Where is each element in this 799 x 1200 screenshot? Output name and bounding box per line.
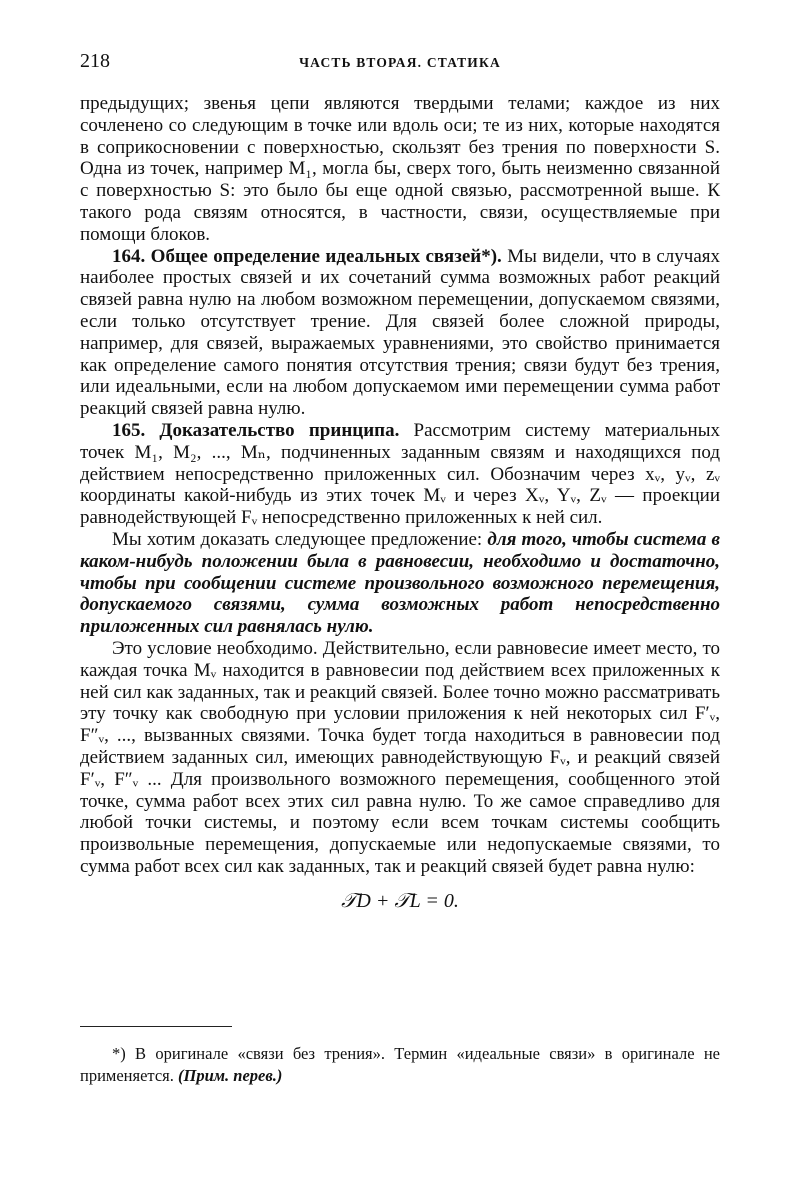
footnote-rule <box>80 1026 232 1027</box>
section-164-text: Мы видели, что в случаях наиболее простых связей и их сочетаний сумма возможных работ реакций связей равна нулю на любом возможном перемещении, допускаемом связями, если только отсутствует трение. Для связей более сложной природы, например, для связей, выражаемых уравнениями, это свойство принимается как определение самого понятия отсутствия трения; связи будут без трения, или идеальными, если на любом допускаемом ими перемещении сумма работ реакций связей равна нулю. <box>80 245 720 420</box>
equation: 𝒯D + 𝒯L = 0. <box>341 889 459 912</box>
proposition-statement: для того, чтобы система в каком-нибудь положении была в равновесии, необходимо и достаточно, чтобы при сообщении системе произвольного возможного перемещения, допускаемого связями, сумма возможных работ непосредственно приложенных сил равнялась нулю. <box>80 528 720 638</box>
footnote-text: *) В оригинале «связи без трения». Термин «идеальные связи» в оригинале не применяется. <box>80 1044 720 1085</box>
running-head: ЧАСТЬ ВТОРАЯ. СТАТИКА <box>299 55 501 70</box>
footnote <box>80 1043 720 1087</box>
page-body <box>80 93 720 913</box>
section-165 <box>80 420 720 529</box>
section-165-heading: 165. Доказательство принципа. <box>112 419 400 441</box>
paragraph-continued: предыдущих; звенья цепи являются твердыми телами; каждое из них сочленено со следующим в точке или вдоль оси; те из них, которые находятся в соприкосновении с поверхностью, скользят без трения по поверхности S. Одна из точек, например M₁, могла бы, сверх того, быть неизменно связанной с поверхностью S: это было бы еще одной связью, рассмотренной выше. К такого рода связям относятся, в частности, связи, осуществляемые при помощи блоков. <box>80 93 720 245</box>
section-165-text: Рассмотрим систему материальных точек M₁, M₂, ..., Mₙ, подчиненных заданным связям и находящихся под действием непосредственно приложенных сил. Обозначим через xᵥ, yᵥ, zᵥ координаты какой-нибудь из этих точек Mᵥ и через Xᵥ, Yᵥ, Zᵥ — проекции равнодействующей Fᵥ непосредственно приложенных к ней сил. <box>80 419 720 529</box>
necessity-paragraph: Это условие необходимо. Действительно, если равновесие имеет место, то каждая точка Mᵥ находится в равновесии под действием всех приложенных к ней сил как заданных, так и реакций связей. Более точно можно рассматривать эту точку как свободную при условии приложения к ней некоторых сил F′ᵥ, F″ᵥ, ..., вызванных связями. Точка будет тогда находиться в равновесии под действием заданных сил, имеющих равнодействующую Fᵥ, и реакций связей F′ᵥ, F″ᵥ ... Для произвольного возможного перемещения, сообщенного этой точке, сумма работ всех этих сил равна нулю. То же самое справедливо для любой точки системы, и поэтому если всем точкам системы сообщить произвольные перемещения, допускаемые или недопускаемые связями, то сумма работ всех сил как заданных, так и реакций связей будет равна нулю: <box>80 637 720 877</box>
proposition-paragraph <box>80 529 720 638</box>
page-header <box>80 50 720 76</box>
footnote-translator-note: (Прим. перев.) <box>178 1066 283 1085</box>
proposition-intro: Мы хотим доказать следующее предложение: <box>112 528 488 550</box>
section-164 <box>80 246 720 420</box>
page-number: 218 <box>80 50 110 72</box>
section-164-heading: 164. Общее определение идеальных связей*). <box>112 245 502 267</box>
